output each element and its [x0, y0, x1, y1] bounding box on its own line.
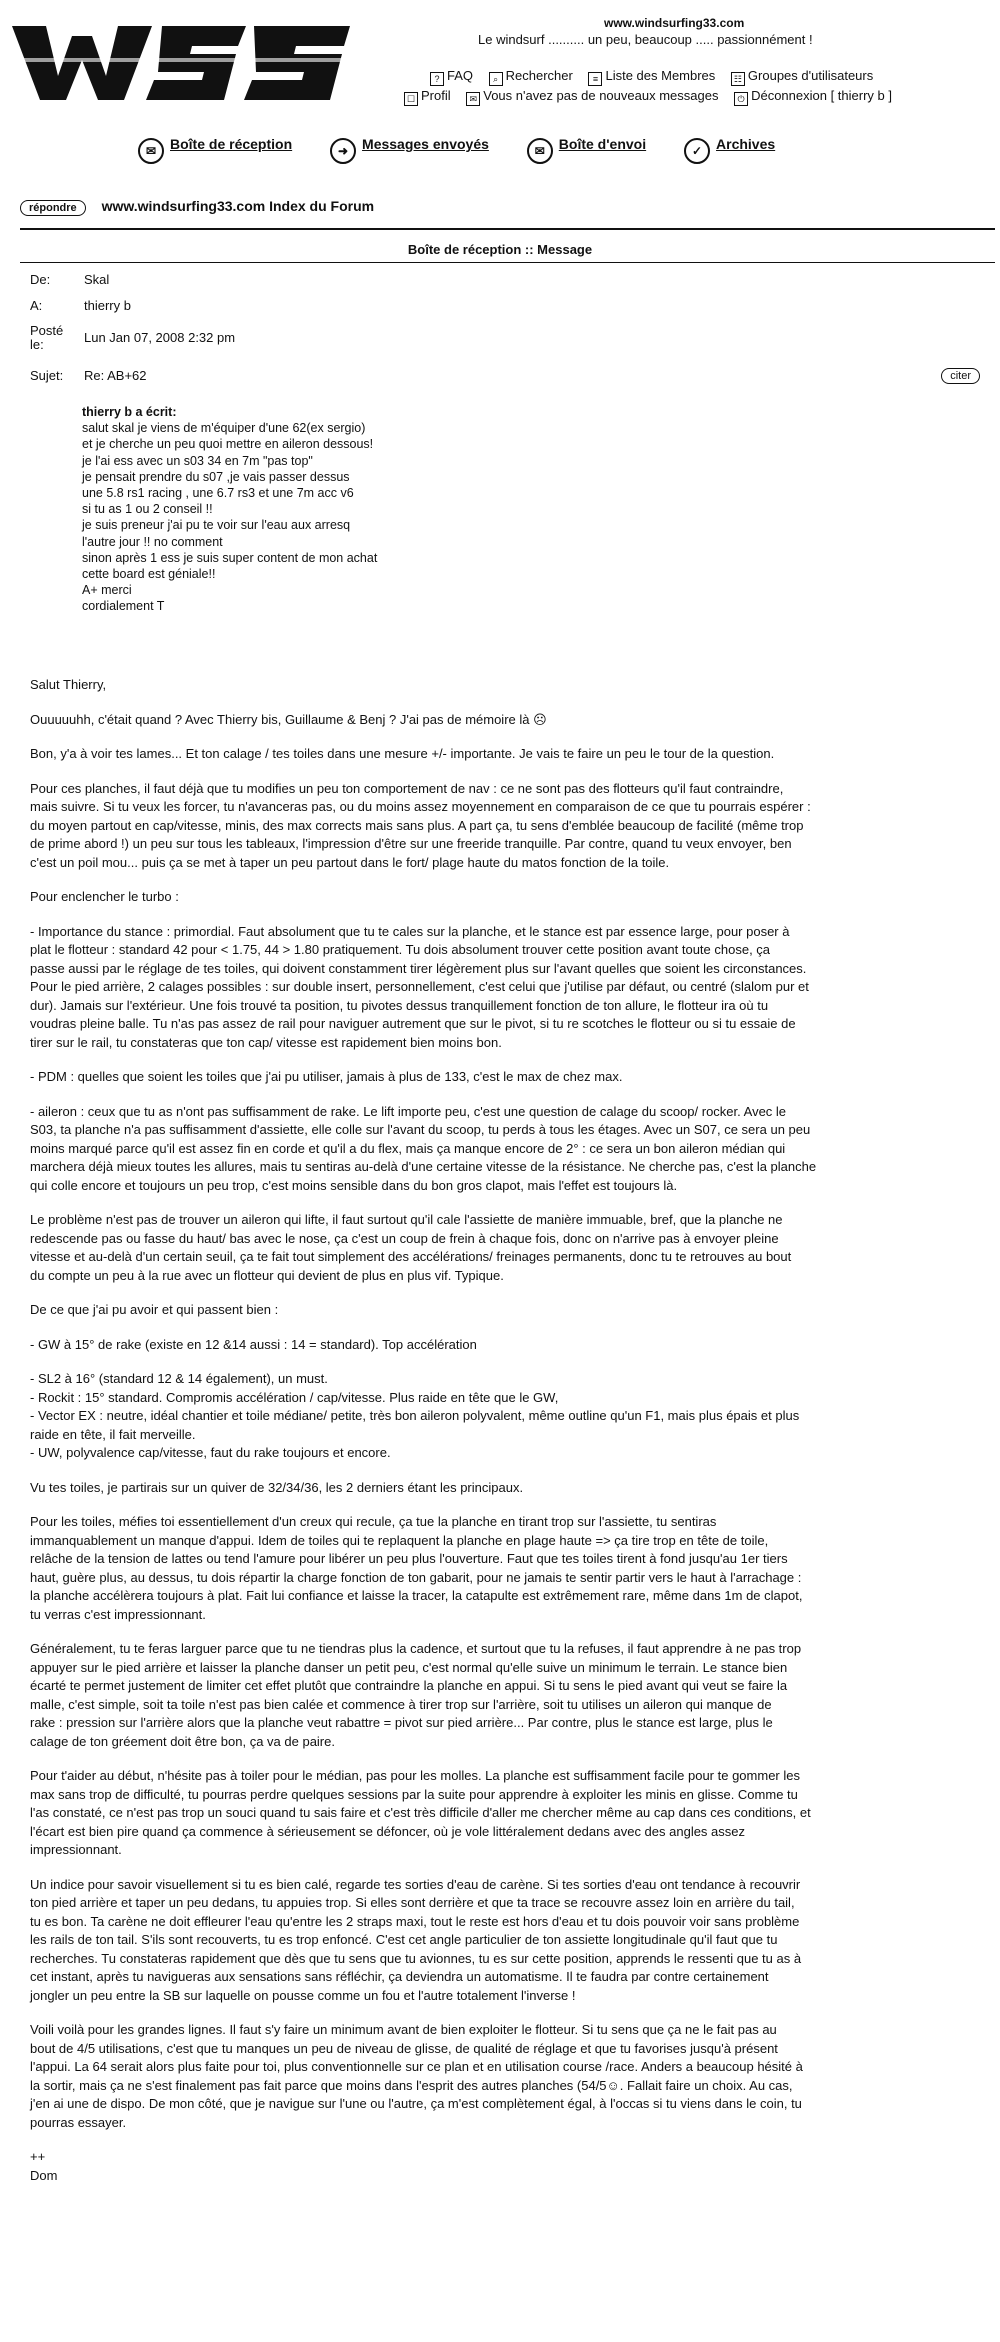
- body-paragraph: [30, 888, 980, 907]
- body-line: Généralement, tu te feras larguer parce que tu ne tiendras plus la cadence, et surtout que tu la refuses, il faut apprendre à ne pas trop: [30, 1641, 802, 1656]
- divider: [20, 228, 995, 230]
- body-line: tu verras c'est impressionnant.: [30, 1606, 206, 1622]
- body-line: haut, guère plus, au dessus, tu dois répartir la charge fonction de ton gabarit, pour ne jamais te sentir partir vers le haut à l'arrachage :: [30, 1569, 802, 1585]
- inbox-icon: ✉: [138, 138, 164, 164]
- body-line: du moyen partout en cap/vitesse, minis, des max corrects mais sans plus. A part ça, tu sens d'emblée beaucoup de facilité (même trop: [30, 817, 804, 833]
- body-paragraph: [30, 1513, 980, 1624]
- body-paragraph: [30, 676, 980, 695]
- quoted-message: [82, 404, 377, 615]
- body-line: bout de 4/5 utilisations, c'est que tu manques un peu de niveau de glisse, de qualité de réglage et que tu favorises jusqu'à présent: [30, 2040, 778, 2056]
- body-line: - Importance du stance : primordial. Faut absolument que tu te cales sur la planche, et le stance est par essence large, pour poser à: [30, 923, 790, 939]
- body-line: Salut Thierry,: [30, 677, 107, 692]
- body-line: passe aussi par le réglage de tes toiles, qui doivent constamment tirer légèrement plus sur l'avant quelles que soient les circonstances.: [30, 960, 807, 976]
- body-line: appuyer sur le pied arrière et laisser la planche danser un petit peu, c'est normal qu'elle suive un minimum le terrain. Le stance bien: [30, 1659, 788, 1675]
- body-paragraph: [30, 1767, 980, 1860]
- body-paragraph: [30, 1103, 980, 1196]
- profile-icon: ☐: [404, 92, 418, 106]
- section-title: Boîte de réception :: Message: [407, 242, 593, 257]
- body-line: S03, ta planche n'a pas suffisamment d'assiette, elle colle sur l'avant du scoop, tu perds à tous les étages. Avec un S07, ce sera un peu: [30, 1122, 811, 1137]
- body-line: Pour ces planches, il faut déjà que tu modifies un peu ton comportement de nav : ce ne sont pas des flotteurs qu'il faut contraindre,: [30, 780, 784, 796]
- pm-nav: [138, 136, 809, 164]
- quote-author: thierry b a écrit:: [82, 405, 177, 419]
- body-line: marchera déjà mieux toutes les allures, mais tu sentiras au-delà d'une certaine vitesse de la résistance. Ne cherche pas, c'est la planche: [30, 1159, 817, 1174]
- body-line: de prime abord !) un peu sur tous les tableaux, l'impression d'être sur une freeride tranquille. Par contre, quand tu veux envoyer, ben: [30, 836, 792, 851]
- body-paragraph: [30, 1370, 980, 1463]
- body-line: plat le flotteur : standard 42 pour < 1.75, 44 > 1.80 pratiquement. Tu dois absolument trouver cette position avant toute chose, ça: [30, 942, 771, 957]
- body-paragraph: [30, 2148, 980, 2185]
- body-paragraph: [30, 2021, 980, 2132]
- body-line: tirer sur le rail, tu constateras que ton cap/ vitesse est rapidement bien moins bon.: [30, 1034, 502, 1050]
- body-paragraph: [30, 1211, 980, 1285]
- from-value: Skal: [84, 272, 110, 287]
- body-line: ++: [30, 2149, 46, 2164]
- body-line: écarté te permet justement de limiter cet effet plutôt que contraindre la planche en appui. Si tu sens le pied avant qui veut se faire la: [30, 1678, 788, 1693]
- body-line: De ce que j'ai pu avoir et qui passent bien :: [30, 1302, 279, 1317]
- top-links: [406, 66, 990, 106]
- outbox-icon: ✉: [527, 138, 553, 164]
- body-line: ton pied arrière et taper un peu dedans, tu appuies trop. Si elles sont derrière et que ta trace se recouvre assez loin en arrière du tail,: [30, 1895, 795, 1910]
- body-line: voudras pleine balle. Tu n'as pas assez de rail pour naviguer autrement que sur le pivot, si tu re scotches le flotteur ou si tu essaie de: [30, 1016, 796, 1031]
- body-line: - Vector EX : neutre, idéal chantier et toile médiane/ petite, très bon aileron polyvalent, même outline qu'un F1, mais plus épais et plus: [30, 1408, 800, 1423]
- body-line: - SL2 à 16° (standard 12 & 14 également), un must.: [30, 1371, 328, 1386]
- body-line: pourras essayer.: [30, 2114, 127, 2130]
- groups-icon: ☷: [731, 72, 745, 86]
- quote-line: une 5.8 rs1 racing , une 6.7 rs3 et une 7m acc v6: [82, 486, 354, 501]
- forum-nav-row: [20, 198, 374, 216]
- faq-link[interactable]: ? FAQ: [430, 68, 473, 83]
- body-line: mais suivre. Si tu veux les forcer, tu n'avanceras pas, ou du moins assez moyennement en comparaison de ce que tu pourrais espérer :: [30, 799, 811, 814]
- messages-icon: ✉: [466, 92, 480, 106]
- body-line: l'as constaté, ce n'est pas trop un souci quand tu sais faire et c'est très difficile d'aller me chercher même au cap dans ces conditions, et: [30, 1805, 811, 1820]
- memberlist-link[interactable]: ≡ Liste des Membres: [588, 68, 715, 83]
- body-line: Bon, y'a à voir tes lames... Et ton calage / tes toiles dans une mesure +/- importante. Je vais te faire un peu le tour de la question.: [30, 746, 775, 761]
- posted-label: Posté le:: [30, 323, 64, 352]
- body-line: Dom: [30, 2167, 58, 2183]
- quote-line: je l'ai ess avec un s03 34 en 7m "pas top": [82, 453, 313, 468]
- logout-icon: ⏻: [734, 92, 748, 106]
- body-line: - PDM : quelles que soient les toiles que j'ai pu utiliser, jamais à plus de 133, c'est le max de chez max.: [30, 1069, 623, 1084]
- body-line: l'appui. La 64 serait alors plus faite pour toi, plus conventionnelle sur ce plan et en utilisation course /race. Anders a beaucoup hésité à: [30, 2059, 803, 2074]
- quote-line: si tu as 1 ou 2 conseil !!: [82, 502, 213, 517]
- body-line: max sans trop de difficulté, tu pourras perdre quelques sessions par la suite pour apprendre à exploiter les minis en glisse. Comme tu: [30, 1786, 798, 1802]
- body-line: - GW à 15° de rake (existe en 12 &14 aussi : 14 = standard). Top accélération: [30, 1336, 477, 1352]
- body-line: malle, c'est simple, soit ta toile n'est pas bien calée et commence à tirer trop sur l'arrière, soit tu utilises un aileron qui manque de: [30, 1696, 772, 1712]
- outbox-link[interactable]: ✉ Boîte d'envoi: [527, 136, 646, 152]
- body-line: Pour le pied arrière, 2 calages possibles : sur double insert, personnellement, c'est celui que j'utilise par défaut, ou centré (slalom pur et: [30, 979, 809, 994]
- members-icon: ≡: [588, 72, 602, 86]
- body-line: j'en ai une de dispo. De mon côté, que je navigue sur l'une ou l'autre, ça m'est complètement égal, à l'occas si tu viens dans le coin, tu: [30, 2096, 802, 2111]
- logout-link[interactable]: ⏻ Déconnexion [ thierry b ]: [734, 88, 892, 103]
- search-icon: ⌕: [489, 72, 503, 86]
- body-line: jongler un peu entre la SB sur laquelle on pousse comme un fou et l'autre totalement l'inverse !: [30, 1987, 576, 2003]
- body-line: les rails de ton tail. S'ils sont recouverts, tu es trop enfoncé. C'est cet angle particulier de ton assiette longitudinale qu'il faut que tu: [30, 1932, 778, 1947]
- posted-value: Lun Jan 07, 2008 2:32 pm: [84, 330, 236, 345]
- body-line: impressionnant.: [30, 1842, 122, 1857]
- archive-icon: ✓: [684, 138, 710, 164]
- faq-icon: ?: [430, 72, 444, 86]
- body-line: calage de ton gréement doit être bon, ça va de paire.: [30, 1733, 335, 1749]
- body-line: rake : pression sur l'arrière alors que la planche veut rabattre = pivot sur pied arrière... Par contre, plus le stance est large, plus le: [30, 1715, 773, 1730]
- quote-line: cordialement T: [82, 599, 165, 614]
- quote-line: sinon après 1 ess je suis super content de mon achat: [82, 550, 378, 565]
- body-line: recherches. Tu constateras rapidement que dès que tu sens que tu avionnes, tu es sur cette position, apprends le ressenti que tu as à: [30, 1950, 802, 1966]
- body-line: qui colle encore et toujours un peu trop, c'est moins sensible dans du bon gros clapot, mais l'effet est toujours là.: [30, 1177, 678, 1193]
- body-line: cet instant, après tu navigueras aux sensations sans réfléchir, ça deviendra un automatisme. Il te faudra par contre certainement: [30, 1969, 769, 1984]
- to-label: A:: [30, 298, 43, 313]
- inbox-link[interactable]: ✉ Boîte de réception: [138, 136, 292, 152]
- site-url: www.windsurfing33.com: [604, 16, 745, 30]
- body-line: raide en tête, il fait merveille.: [30, 1426, 196, 1442]
- quote-line: et je cherche un peu quoi mettre en aileron dessous!: [82, 437, 374, 452]
- body-line: Vu tes toiles, je partirais sur un quiver de 32/34/36, les 2 derniers étant les principaux.: [30, 1479, 524, 1495]
- body-line: Le problème n'est pas de trouver un aileron qui lifte, il faut surtout qu'il cale l'assiette de manière immuable, bref, que la planche ne: [30, 1212, 783, 1227]
- body-line: - Rockit : 15° standard. Compromis accélération / cap/vitesse. Plus raide en tête que le GW,: [30, 1389, 559, 1405]
- body-line: Pour enclencher le turbo :: [30, 889, 179, 904]
- body-line: vitesse et au-delà d'un certain seuil, ça te fait tout simplement des accélérations/ freinages permanents, donc tu te retrouves au bout: [30, 1249, 792, 1264]
- body-line: relâche de la tension de lattes ou tend l'amure pour libérer un peu plus l'ouverture. Faut que tes toiles tirent à fond jusqu'au 1er tiers: [30, 1551, 788, 1566]
- body-line: la sortir, mais ça ne s'est finalement pas fait parce que moins dans l'esprit des autres planches (54/5☺. Fallait faire un choix. Au cas,: [30, 2077, 793, 2093]
- divider: [20, 262, 995, 263]
- body-line: la planche accélèrera toujours à plat. Fait lui confiance et laisse la tracer, la catapulte est extrêmement rare, même dans 1m de clapot,: [30, 1588, 803, 1603]
- body-paragraph: [30, 711, 980, 730]
- body-paragraph: [30, 1876, 980, 2006]
- body-line: Pour t'aider au début, n'hésite pas à toiler pour le médian, pas pour les molles. La planche est suffisamment facile pour te gommer les: [30, 1768, 800, 1783]
- quote-button[interactable]: citer: [941, 368, 980, 384]
- body-line: l'écart est bien pire quand ça commence à sérieusement se défoncer, où je vole littéralement dedans avec des angles assez: [30, 1823, 746, 1839]
- archives-link[interactable]: ✓ Archives: [684, 136, 775, 152]
- body-paragraph: [30, 780, 980, 873]
- body-line: Ouuuuuhh, c'était quand ? Avec Thierry bis, Guillaume & Benj ? J'ai pas de mémoire là ☹: [30, 711, 547, 727]
- body-line: du compte un peu à la rue avec un flotteur qui devient de plus en plus vif. Typique.: [30, 1267, 504, 1283]
- to-value: thierry b: [84, 298, 131, 313]
- arrow-right-icon: ➜: [330, 138, 356, 164]
- messages-link[interactable]: ✉ Vous n'avez pas de nouveaux messages: [466, 88, 718, 103]
- reply-button[interactable]: répondre: [20, 200, 86, 216]
- body-paragraph: [30, 1301, 980, 1320]
- site-header: [0, 0, 1000, 120]
- quote-line: je suis preneur j'ai pu te voir sur l'eau aux arresq: [82, 518, 351, 533]
- body-line: dur). Jamais sur l'extérieur. Une fois trouvé ta position, tu pivotes dessus tranquillement fonction de ton allure, le flotteur ira où tu: [30, 997, 769, 1013]
- body-paragraph: [30, 923, 980, 1053]
- profile-link[interactable]: ☐ Profil: [404, 88, 451, 103]
- subject-value: Re: AB+62: [84, 368, 147, 383]
- body-line: c'est un poil mou... puis ça se met à taper un peu partout dans le fort/ plage haute du matos fonction de la toile.: [30, 854, 670, 870]
- body-paragraph: [30, 1479, 980, 1498]
- forum-index-link[interactable]: www.windsurfing33.com Index du Forum: [101, 198, 375, 214]
- quote-line: cette board est géniale!!: [82, 567, 216, 582]
- body-paragraph: [30, 1640, 980, 1751]
- subject-label: Sujet:: [30, 368, 64, 383]
- quote-line: A+ merci: [82, 583, 132, 598]
- from-label: De:: [30, 272, 51, 287]
- body-line: moins marqué parce qu'il est assez fin en corde et qu'il a du flex, mais ça manque encore de 2° : ce sera un bon aileron médian qui: [30, 1140, 786, 1156]
- body-paragraph: [30, 745, 980, 764]
- quote-line: salut skal je viens de m'équiper d'une 62(ex sergio): [82, 421, 366, 436]
- body-line: - aileron : ceux que tu as n'ont pas suffisamment de rake. Le lift importe peu, c'est une question de calage du scoop/ rocker. Avec le: [30, 1103, 787, 1119]
- message-body: [30, 676, 980, 2201]
- search-link[interactable]: ⌕ Rechercher: [489, 68, 573, 83]
- site-logo[interactable]: [6, 18, 356, 106]
- site-tagline: Le windsurf .......... un peu, beaucoup ..... passionnément !: [478, 32, 813, 47]
- body-line: immanquablement un manque d'appui. Idem de toiles qui te replaquent la planche en plage haute => ça tire trop en tête de toile,: [30, 1532, 769, 1548]
- body-paragraph: [30, 1068, 980, 1087]
- quote-line: je pensait prendre du s07 ,je vais passer dessus: [82, 469, 350, 484]
- body-line: Un indice pour savoir visuellement si tu es bien calé, regarde tes sorties d'eau de carène. Si tes sorties d'eau ont tendance à recouvrir: [30, 1876, 801, 1892]
- body-line: Voili voilà pour les grandes lignes. Il faut s'y faire un minimum avant de bien exploiter le flotteur. Si tu sens que ça ne le fait pas au: [30, 2022, 777, 2037]
- body-line: redescende pas ou fasse du haut/ bas avec le nose, ça c'est un coup de frein à chaque fois, donc on n'arrive pas à envoyer pleine: [30, 1230, 779, 1246]
- body-line: tu es bon. Ta carène ne doit effleurer l'eau qu'entre les 2 straps maxi, tout le reste est hors d'eau et tu dois pouvoir voir sans problème: [30, 1913, 800, 1929]
- body-paragraph: [30, 1336, 980, 1355]
- usergroups-link[interactable]: ☷ Groupes d'utilisateurs: [731, 68, 873, 83]
- quote-line: l'autre jour !! no comment: [82, 534, 223, 549]
- sentbox-link[interactable]: ➜ Messages envoyés: [330, 136, 489, 152]
- body-line: Pour les toiles, méfies toi essentiellement d'un creux qui recule, ça tue la planche en tirant trop sur l'assiette, tu sentiras: [30, 1514, 717, 1529]
- quote-lines: [82, 420, 377, 614]
- body-line: - UW, polyvalence cap/vitesse, faut du rake toujours et encore.: [30, 1445, 391, 1460]
